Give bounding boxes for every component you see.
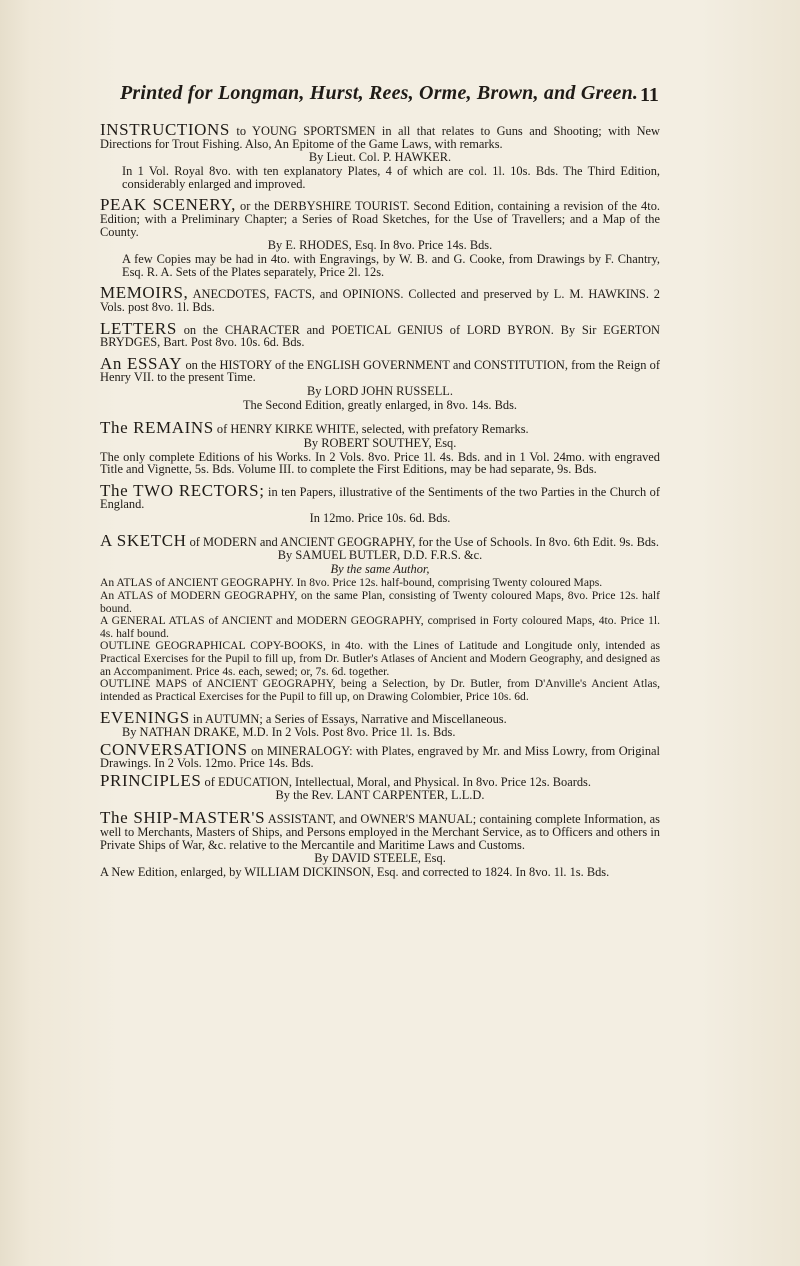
entry-detail: The only complete Editions of his Works. In 2 Vols. 8vo. Price 1l. 4s. Bds. and in 1 Vol. 24mo. with engraved Title and Vignette, 5s. Bds. Volume III. to complete the First Editions, may be had separate, 9s. Bds. bbox=[100, 449, 660, 477]
entry-author: By DAVID STEELE, Esq. bbox=[314, 851, 446, 866]
entry-author: By E. RHODES, Esq. In 8vo. Price 14s. Bds. bbox=[267, 238, 493, 253]
entry-text: ANECDOTES, FACTS, and OPINIONS. Collected and preserved by L. M. HAWKINS. 2 Vols. post 8vo. 1l. Bds. bbox=[100, 287, 660, 314]
entry-text: of MODERN and ANCIENT GEOGRAPHY, for the Use of Schools. In 8vo. 6th Edit. 9s. Bds. bbox=[186, 534, 659, 549]
list-item: A GENERAL ATLAS of ANCIENT and MODERN GEOGRAPHY, comprised in Forty coloured Maps, 4to. Price 1l. 4s. half bound. bbox=[100, 614, 660, 640]
entry-lead: EVENINGS bbox=[100, 708, 190, 728]
entry-detail: A New Edition, enlarged, by WILLIAM DICKINSON, Esq. and corrected to 1824. In 8vo. 1l. 1s. Bds. bbox=[100, 865, 610, 880]
entry-author: In 12mo. Price 10s. 6d. Bds. bbox=[309, 510, 451, 525]
entry-lead: MEMOIRS, bbox=[100, 283, 189, 303]
entry-letters-byron bbox=[100, 318, 660, 350]
entry-author: By LORD JOHN RUSSELL. bbox=[307, 383, 453, 398]
entry-text: to YOUNG SPORTSMEN in all that relates to Guns and Shooting; with New Directions for Trout Fishing. Also, An Epitome of the Game Laws, with remarks. bbox=[100, 124, 660, 151]
page-number: 11 bbox=[640, 84, 659, 106]
entry-lead: The SHIP-MASTER'S bbox=[100, 808, 266, 828]
entry-lead: PEAK SCENERY, bbox=[100, 195, 236, 215]
entry-ship-masters-assistant bbox=[100, 808, 660, 880]
entry-sub-author: By the same Author, bbox=[330, 562, 430, 577]
list-item: OUTLINE MAPS of ANCIENT GEOGRAPHY, being a Selection, by Dr. Butler, from D'Anville's Ancient Atlas, intended as Practical Exercises for the Pupil to fill up, on Drawing Colombier, Price 10s. 6d. bbox=[100, 677, 660, 703]
entry-author: By ROBERT SOUTHEY, Esq. bbox=[303, 435, 457, 450]
entry-text: on MINERALOGY: with Plates, engraved by Mr. and Miss Lowry, from Original Drawings. In 2 Vols. 12mo. Price 14s. Bds. bbox=[100, 743, 660, 771]
entry-text: on the CHARACTER and POETICAL GENIUS of LORD BYRON. By Sir EGERTON BRYDGES, Bart. Post 8vo. 10s. 6d. Bds. bbox=[100, 322, 660, 350]
entry-lead: PRINCIPLES bbox=[100, 770, 202, 790]
entry-two-rectors bbox=[100, 480, 660, 525]
entry-text: in AUTUMN; a Series of Essays, Narrative and Miscellaneous. bbox=[189, 712, 507, 727]
list-item: An ATLAS of ANCIENT GEOGRAPHY. In 8vo. Price 12s. half-bound, comprising Twenty coloured Maps. bbox=[100, 576, 603, 590]
entry-text: in ten Papers, illustrative of the Sentiments of the two Parties in the Church of England. bbox=[100, 484, 660, 512]
entry-lead: The REMAINS bbox=[100, 417, 214, 437]
entry-lead: An ESSAY bbox=[100, 353, 183, 373]
entry-sketch-geography bbox=[100, 530, 660, 704]
entry-text: of HENRY KIRKE WHITE, selected, with prefatory Remarks. bbox=[213, 421, 529, 436]
entry-text: ASSISTANT, and OWNER'S MANUAL; containing complete Information, as well to Merchants, Masters of Ships, and Persons employed in the Merchant Service, as to Officers and others in Private Ships of War, &c. relative to the Mercantile and Maritime Laws and Customs. bbox=[100, 812, 660, 852]
entry-text: of EDUCATION, Intellectual, Moral, and Physical. In 8vo. Price 12s. Boards. bbox=[201, 774, 591, 789]
entry-text: or the DERBYSHIRE TOURIST. Second Edition, containing a revision of the 4to. Edition; with a Preliminary Chapter; a Series of Road Sketches, for the Use of Travellers; and a Map of the County. bbox=[100, 199, 660, 239]
list-item: An ATLAS of MODERN GEOGRAPHY, on the same Plan, consisting of Twenty coloured Maps, 8vo. Price 12s. half bound. bbox=[100, 589, 660, 615]
entry-detail: The Second Edition, greatly enlarged, in 8vo. 14s. Bds. bbox=[242, 397, 518, 412]
entry-instructions-sportsmen bbox=[100, 120, 660, 191]
entry-detail: In 1 Vol. Royal 8vo. with ten explanatory Plates, 4 of which are col. 1l. 10s. Bds. The Third Edition, considerably enlarged and improved. bbox=[122, 164, 660, 191]
entry-author: By the Rev. LANT CARPENTER, L.L.D. bbox=[275, 788, 485, 803]
entry-text: on the HISTORY of the ENGLISH GOVERNMENT and CONSTITUTION, from the Reign of Henry VII. to the present Time. bbox=[100, 357, 660, 385]
entry-memoirs bbox=[100, 283, 660, 314]
entry-evenings-autumn bbox=[100, 708, 660, 739]
entry-remains-kirke-white bbox=[100, 417, 660, 477]
entry-author: By SAMUEL BUTLER, D.D. F.R.S. &c. bbox=[277, 548, 483, 563]
entry-author: By Lieut. Col. P. HAWKER. bbox=[308, 150, 452, 165]
entry-detail: A few Copies may be had in 4to. with Engravings, by W. B. and G. Cooke, from Drawings by F. Chantry, Esq. R. A. Sets of the Plates separately, Price 2l. 12s. bbox=[122, 252, 660, 279]
entry-conversations-mineralogy bbox=[100, 739, 660, 771]
entry-lead: The TWO RECTORS; bbox=[100, 480, 265, 500]
list-item: OUTLINE GEOGRAPHICAL COPY-BOOKS, in 4to. with the Lines of Latitude and Longitude only, intended as Practical Exercises for the Pupil to fill up, from Dr. Butler's Atlases of Ancient and Modern Geography, and designed as an Accompaniment. Price 4s. each, sewed; or, 7s. 6d. together. bbox=[100, 639, 660, 678]
entry-lead: INSTRUCTIONS bbox=[100, 120, 230, 139]
entry-essay-government bbox=[100, 353, 660, 412]
entry-lead: LETTERS bbox=[100, 318, 177, 338]
entry-principles-education bbox=[100, 770, 660, 803]
entry-lead: A SKETCH bbox=[100, 530, 187, 550]
advertisement-list bbox=[100, 120, 660, 880]
running-header: Printed for Longman, Hurst, Rees, Orme, Brown, and Green. bbox=[120, 82, 639, 104]
entry-peak-scenery bbox=[100, 195, 660, 279]
entry-lead: CONVERSATIONS bbox=[100, 739, 248, 759]
entry-author: By NATHAN DRAKE, M.D. In 2 Vols. Post 8vo. Price 1l. 1s. Bds. bbox=[122, 725, 456, 739]
